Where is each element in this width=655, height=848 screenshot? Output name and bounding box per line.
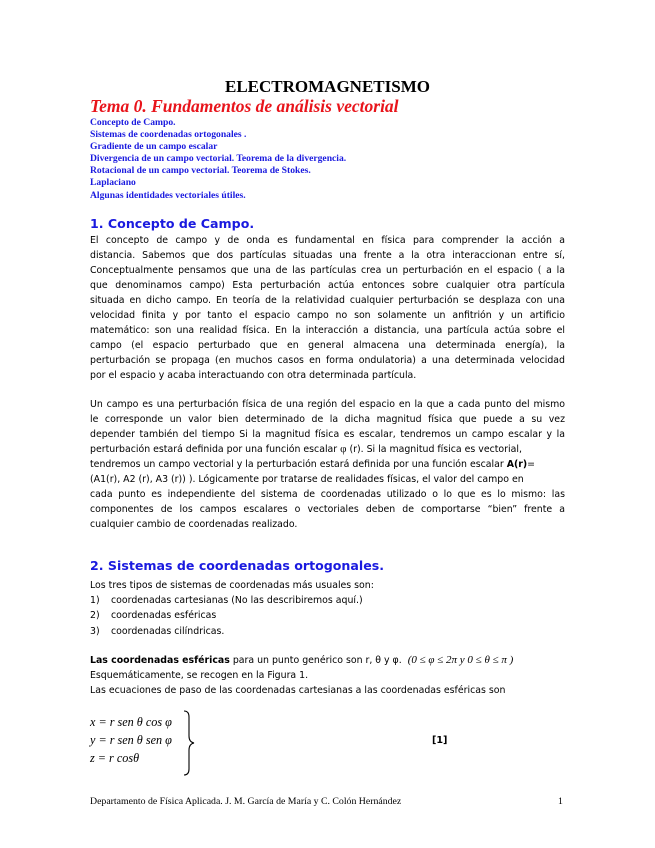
phi-symbol: φ: [340, 443, 347, 456]
toc-item[interactable]: Sistemas de coordenadas ortogonales .: [90, 129, 247, 141]
equation-number: [1]: [432, 735, 448, 746]
document-title: ELECTROMAGNETISMO: [225, 77, 430, 96]
paragraph-line: cada punto es independiente del sistema de coordenadas utilizado o lo que es lo mismo: las: [90, 489, 565, 501]
paragraph-line: Conceptualmente pensamos que una de las partículas crea un perturbación en el espacio ( a la: [90, 265, 565, 277]
spherical-coordinates-text: [90, 653, 513, 699]
paragraph-line: campo (el espacio perturbado que en general almacena una determinada energía), la: [90, 340, 565, 352]
paragraph-line: perturbación se propaga (en muchos casos en forma ondulatoria) a una determinada velocidad: [90, 355, 565, 367]
table-of-contents: [90, 117, 346, 202]
spherical-intro-line: Las coordenadas esféricas para un punto genérico son r, θ y φ. (0 ≤ φ ≤ 2π y 0 ≤ θ ≤ π ): [90, 654, 514, 666]
paragraph-line: El concepto de campo y de onda es fundamental en física para comprender la acción a: [90, 235, 565, 246]
equation-x: x = r sen θ cos φ: [90, 715, 172, 729]
equation-y: y = r sen θ sen φ: [90, 733, 172, 747]
section-1-paragraph-2: [90, 397, 565, 532]
section-1-heading: 1. Concepto de Campo.: [90, 216, 255, 231]
list-item: 1) coordenadas cartesianas (No las describiremos aquí.): [90, 595, 363, 607]
equation-z: z = r cosθ: [90, 751, 140, 765]
list-item: 2) coordenadas esféricas: [90, 610, 217, 622]
paragraph-line: velocidad finita y por tanto el espacio campo no son solamente un anfitrión y un artificio: [90, 310, 565, 322]
right-brace-icon: [182, 709, 196, 777]
toc-item[interactable]: Rotacional de un campo vectorial. Teorema de Stokes.: [90, 165, 311, 177]
toc-item[interactable]: Algunas identidades vectoriales útiles.: [90, 189, 246, 201]
paragraph-line: tendremos un campo vectorial y la perturbación estará definida por una función escalar A(r)=: [90, 459, 536, 471]
page-footer: Departamento de Física Aplicada. J. M. García de María y C. Colón Hernández: [90, 796, 402, 807]
schematic-line: Esquemáticamente, se recogen en la Figura 1.: [90, 670, 309, 682]
toc-item[interactable]: Concepto de Campo.: [90, 117, 176, 128]
angle-range: (0 ≤ φ ≤ 2π y 0 ≤ θ ≤ π ): [407, 654, 514, 666]
paragraph-line: le corresponde un valor bien determinado de la dicha magnitud física que puede a su vez: [90, 414, 565, 426]
list-intro: Los tres tipos de sistemas de coordenadas más usuales son:: [90, 580, 374, 591]
paragraph-line: que denominamos campo) Esta perturbación actúa entonces sobre cualquier otra partícula: [90, 280, 565, 292]
section-1-paragraph-1: [90, 233, 565, 383]
paragraph-line: (A1(r), A2 (r), A3 (r)) ). Lógicamente por tratarse de realidades físicas, el valor del campo en: [90, 474, 524, 486]
section-2-heading: 2. Sistemas de coordenadas ortogonales.: [90, 558, 385, 573]
equation-system: [90, 713, 172, 767]
paragraph-line: componentes de los campos escalares o vectoriales deben de comportarse “bien” frente a: [90, 504, 565, 516]
coordinate-systems-list: [90, 578, 374, 639]
paragraph-line: cualquier cambio de coordenadas realizado.: [90, 519, 298, 531]
toc-item[interactable]: Gradiente de un campo escalar: [90, 141, 218, 153]
toc-item[interactable]: Divergencia de un campo vectorial. Teorema de la divergencia.: [90, 153, 347, 165]
paragraph-line: depender también del tiempo Si la magnitud física es escalar, tendremos un campo escalar y la: [90, 429, 565, 441]
paragraph-line: situada en dicho campo. En teoría de la relatividad cualquier perturbación se desplaza con una: [90, 295, 565, 307]
paragraph-line: Un campo es una perturbación física de una región del espacio en la que a cada punto del mismo: [90, 399, 565, 410]
page-number: 1: [558, 796, 563, 807]
paragraph-line: distancia. Sabemos que dos partículas situadas una frente a la otra interaccionan entre sí,: [90, 250, 565, 262]
transition-line: Las ecuaciones de paso de las coordenadas cartesianas a las coordenadas esféricas son: [90, 685, 506, 697]
chapter-title: Tema 0. Fundamentos de análisis vectorial: [90, 96, 399, 116]
vector-field-symbol: A(r): [506, 459, 528, 471]
list-item: 3) coordenadas cilíndricas.: [90, 625, 225, 637]
paragraph-line: por el espacio y acaba interactuando con otra determinada partícula.: [90, 370, 417, 382]
toc-item[interactable]: Laplaciano: [90, 177, 136, 189]
paragraph-line: matemático: son una realidad física. En la interacción a distancia, una partícula actúa sobre el: [90, 325, 565, 337]
paragraph-line: perturbación estará definida por una función escalar φ (r). Si la magnitud física es vectorial,: [90, 443, 522, 456]
